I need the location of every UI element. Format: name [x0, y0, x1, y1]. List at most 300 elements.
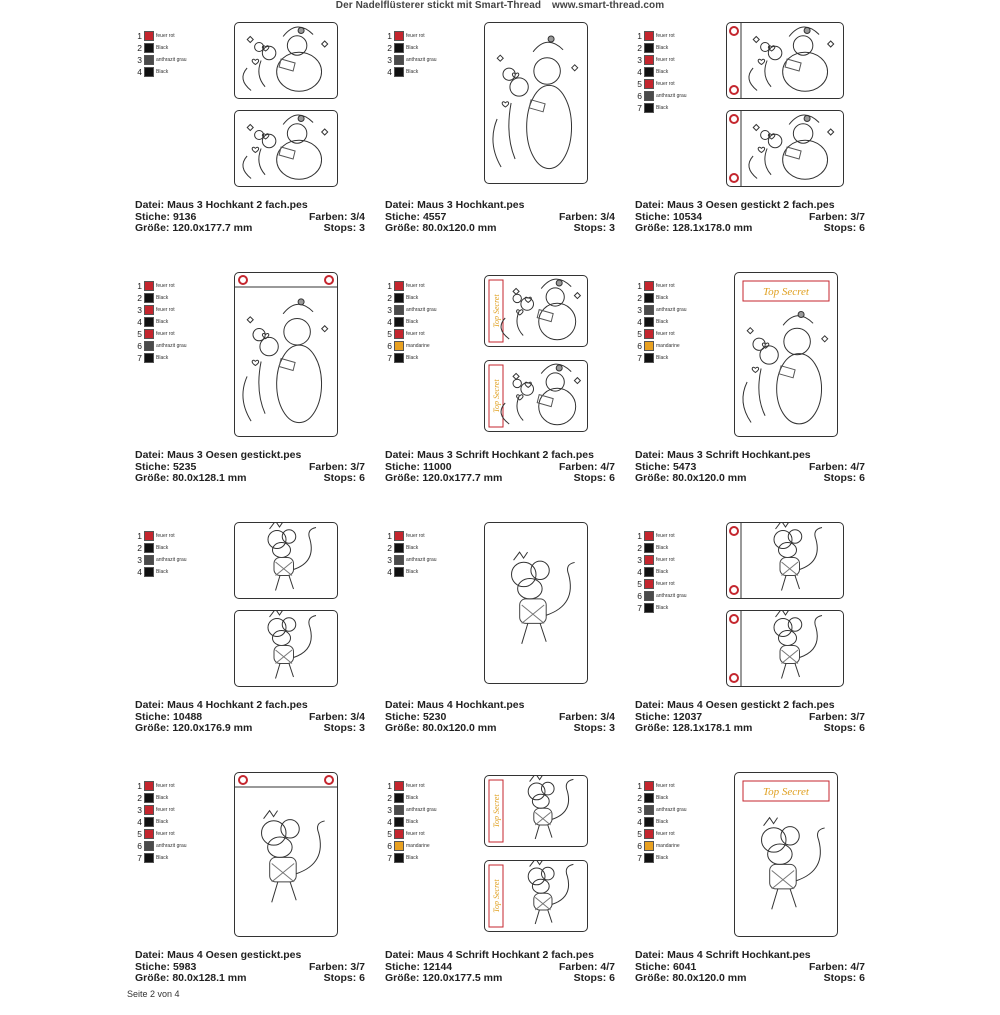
thread-number: 1 — [137, 31, 142, 41]
thread-row — [136, 30, 187, 42]
thread-palette — [136, 280, 187, 364]
size-line — [635, 473, 865, 485]
design-card — [630, 515, 880, 765]
thread-name: feuer rot — [656, 283, 675, 289]
thread-name: anthrazit grau — [406, 307, 437, 313]
thread-row — [636, 78, 687, 90]
thread-name: feuer rot — [156, 331, 175, 337]
top-secret-text: Top Secret — [492, 379, 501, 413]
thread-name: Black — [156, 355, 169, 361]
design-preview — [234, 272, 338, 437]
color-swatch — [394, 853, 404, 863]
size-line — [385, 973, 615, 985]
design-artwork — [727, 23, 843, 98]
size-value: 120.0x177.7 mm — [422, 472, 503, 484]
file-name: Maus 4 Oesen gestickt.pes — [167, 949, 302, 961]
thread-row — [636, 840, 687, 852]
color-swatch — [394, 329, 404, 339]
colors-value: 3/7 — [350, 960, 365, 973]
header-title: Der Nadelflüsterer stickt mit Smart-Thread — [335, 0, 542, 11]
thread-name: Black — [656, 295, 669, 301]
design-card — [130, 765, 380, 1015]
thread-number: 2 — [137, 793, 142, 803]
design-card — [630, 15, 880, 265]
thread-number: 4 — [137, 317, 142, 327]
thread-name: Black — [656, 45, 669, 51]
colors-label: Farben: — [808, 210, 848, 223]
size-label: Größe: — [385, 972, 420, 984]
thread-row — [386, 66, 437, 78]
stitches-label: Stiche: — [135, 710, 171, 723]
color-swatch — [144, 853, 154, 863]
colors-value: 3/7 — [350, 460, 365, 473]
top-secret-badge — [485, 776, 587, 846]
color-swatch — [144, 793, 154, 803]
thread-row — [636, 792, 687, 804]
thread-number: 1 — [387, 781, 392, 791]
thread-row — [386, 780, 437, 792]
design-artwork — [235, 773, 337, 936]
thread-name: anthrazit grau — [406, 57, 437, 63]
colors-value: 3/4 — [600, 210, 615, 223]
design-preview-1 — [726, 22, 844, 99]
size-label: Größe: — [385, 722, 420, 734]
thread-number: 2 — [387, 293, 392, 303]
color-swatch — [644, 317, 654, 327]
file-name: Maus 4 Schrift Hochkant.pes — [667, 949, 811, 961]
size-label: Größe: — [635, 972, 670, 984]
thread-number: 2 — [637, 793, 642, 803]
thread-name: Black — [406, 45, 419, 51]
file-label: Datei: — [135, 199, 165, 211]
size-value: 128.1x178.1 mm — [672, 722, 753, 734]
design-preview-2 — [234, 110, 338, 187]
thread-row — [636, 780, 687, 792]
thread-number: 5 — [637, 829, 642, 839]
size-line — [635, 973, 865, 985]
thread-number: 3 — [387, 805, 392, 815]
thread-name: Black — [406, 819, 419, 825]
thread-name: anthrazit grau — [156, 57, 187, 63]
color-swatch — [644, 341, 654, 351]
size-line — [385, 223, 615, 235]
thread-name: feuer rot — [656, 331, 675, 337]
design-card — [130, 265, 380, 515]
stitches-label: Stiche: — [135, 460, 171, 473]
color-swatch — [394, 805, 404, 815]
thread-number: 5 — [637, 329, 642, 339]
thread-number: 4 — [137, 567, 142, 577]
thread-number: 4 — [387, 67, 392, 77]
color-swatch — [394, 31, 404, 41]
stitches-label: Stiche: — [385, 710, 421, 723]
design-preview-2 — [484, 360, 588, 432]
thread-row — [636, 280, 687, 292]
thread-number: 7 — [637, 353, 642, 363]
colors-value: 4/7 — [850, 960, 865, 973]
thread-number: 3 — [387, 555, 392, 565]
thread-name: Black — [156, 819, 169, 825]
thread-row — [386, 792, 437, 804]
color-swatch — [394, 555, 404, 565]
color-swatch — [644, 31, 654, 41]
color-swatch — [144, 281, 154, 291]
stops-label: Stops: — [323, 222, 357, 234]
color-swatch — [144, 567, 154, 577]
thread-number: 1 — [137, 281, 142, 291]
thread-name: mandarine — [656, 343, 680, 349]
design-info — [635, 200, 865, 235]
thread-row — [636, 292, 687, 304]
color-swatch — [144, 817, 154, 827]
design-card — [130, 515, 380, 765]
color-swatch — [144, 31, 154, 41]
design-info — [135, 450, 365, 485]
color-swatch — [394, 531, 404, 541]
stops-label: Stops: — [823, 222, 857, 234]
thread-number: 1 — [637, 531, 642, 541]
thread-row — [636, 542, 687, 554]
thread-row — [136, 804, 187, 816]
thread-name: feuer rot — [656, 831, 675, 837]
stops-value: 6 — [859, 722, 865, 734]
thread-name: feuer rot — [406, 283, 425, 289]
thread-number: 3 — [637, 305, 642, 315]
thread-row — [636, 30, 687, 42]
thread-row — [386, 816, 437, 828]
design-preview-2 — [726, 110, 844, 187]
thread-palette — [636, 780, 687, 864]
thread-number: 7 — [637, 853, 642, 863]
thread-row — [636, 340, 687, 352]
thread-number: 4 — [637, 317, 642, 327]
thread-name: anthrazit grau — [656, 593, 687, 599]
color-swatch — [644, 817, 654, 827]
thread-number: 1 — [387, 31, 392, 41]
color-swatch — [644, 829, 654, 839]
thread-row — [136, 554, 187, 566]
thread-name: Black — [156, 795, 169, 801]
thread-number: 7 — [387, 853, 392, 863]
colors-label: Farben: — [808, 710, 848, 723]
thread-number: 3 — [637, 555, 642, 565]
thread-name: feuer rot — [656, 81, 675, 87]
color-swatch — [394, 543, 404, 553]
thread-row — [136, 828, 187, 840]
thread-number: 4 — [637, 67, 642, 77]
stops-value: 6 — [859, 222, 865, 234]
thread-row — [636, 590, 687, 602]
top-secret-badge — [485, 861, 587, 931]
stitches-label: Stiche: — [385, 960, 421, 973]
color-swatch — [644, 781, 654, 791]
design-info — [635, 700, 865, 735]
top-secret-badge — [485, 276, 587, 346]
size-value: 120.0x177.7 mm — [172, 222, 253, 234]
thread-number: 6 — [637, 341, 642, 351]
thread-name: feuer rot — [156, 783, 175, 789]
design-artwork — [235, 611, 337, 686]
stops-value: 6 — [859, 472, 865, 484]
thread-number: 6 — [387, 341, 392, 351]
thread-palette — [636, 280, 687, 364]
design-preview-2 — [234, 610, 338, 687]
color-swatch — [394, 817, 404, 827]
color-swatch — [394, 353, 404, 363]
thread-row — [636, 852, 687, 864]
stops-value: 3 — [609, 222, 615, 234]
thread-number: 2 — [137, 43, 142, 53]
color-swatch — [644, 543, 654, 553]
design-card — [630, 265, 880, 515]
thread-name: Black — [406, 545, 419, 551]
design-card — [380, 765, 630, 1015]
colors-label: Farben: — [308, 960, 348, 973]
size-value: 80.0x120.0 mm — [422, 222, 497, 234]
thread-name: Black — [406, 295, 419, 301]
color-swatch — [644, 353, 654, 363]
color-swatch — [394, 781, 404, 791]
file-name: Maus 3 Hochkant 2 fach.pes — [167, 199, 308, 211]
stops-label: Stops: — [823, 472, 857, 484]
thread-number: 5 — [387, 329, 392, 339]
color-swatch — [394, 841, 404, 851]
design-artwork — [235, 523, 337, 598]
color-swatch — [394, 55, 404, 65]
thread-number: 2 — [637, 43, 642, 53]
file-name: Maus 3 Schrift Hochkant 2 fach.pes — [417, 449, 594, 461]
colors-label: Farben: — [308, 210, 348, 223]
thread-name: Black — [656, 855, 669, 861]
thread-name: anthrazit grau — [156, 557, 187, 563]
color-swatch — [144, 305, 154, 315]
thread-number: 1 — [137, 781, 142, 791]
thread-name: feuer rot — [406, 783, 425, 789]
color-swatch — [644, 853, 654, 863]
stitches-value: 5230 — [422, 710, 447, 723]
thread-number: 5 — [137, 329, 142, 339]
thread-row — [636, 328, 687, 340]
size-label: Größe: — [635, 222, 670, 234]
stitches-value: 12144 — [422, 960, 453, 973]
thread-row — [636, 816, 687, 828]
thread-name: feuer rot — [406, 533, 425, 539]
thread-palette — [386, 780, 437, 864]
thread-row — [386, 542, 437, 554]
stitches-value: 4557 — [422, 210, 447, 223]
design-card — [380, 515, 630, 765]
stitches-label: Stiche: — [385, 460, 421, 473]
color-swatch — [644, 67, 654, 77]
colors-label: Farben: — [558, 460, 598, 473]
file-label: Datei: — [385, 949, 415, 961]
thread-number: 5 — [637, 579, 642, 589]
thread-number: 2 — [387, 43, 392, 53]
thread-name: anthrazit grau — [656, 807, 687, 813]
thread-number: 7 — [637, 103, 642, 113]
size-value: 120.0x176.9 mm — [172, 722, 253, 734]
stitches-value: 10488 — [172, 710, 203, 723]
stitches-label: Stiche: — [635, 960, 671, 973]
file-name: Maus 4 Hochkant 2 fach.pes — [167, 699, 308, 711]
thread-row — [386, 316, 437, 328]
thread-number: 5 — [637, 79, 642, 89]
stitches-label: Stiche: — [135, 210, 171, 223]
top-secret-text: Top Secret — [492, 294, 501, 328]
thread-row — [136, 840, 187, 852]
thread-row — [136, 280, 187, 292]
color-swatch — [144, 531, 154, 541]
thread-row — [136, 328, 187, 340]
thread-name: anthrazit grau — [156, 843, 187, 849]
thread-name: Black — [656, 545, 669, 551]
color-swatch — [144, 829, 154, 839]
file-name: Maus 4 Hochkant.pes — [417, 699, 525, 711]
file-label: Datei: — [635, 199, 665, 211]
color-swatch — [394, 341, 404, 351]
thread-row — [386, 30, 437, 42]
thread-row — [386, 340, 437, 352]
thread-name: feuer rot — [656, 557, 675, 563]
size-value: 80.0x120.0 mm — [672, 972, 747, 984]
thread-row — [136, 292, 187, 304]
color-swatch — [144, 805, 154, 815]
file-name: Maus 4 Schrift Hochkant 2 fach.pes — [417, 949, 594, 961]
stitches-value: 5983 — [172, 960, 197, 973]
thread-number: 4 — [387, 817, 392, 827]
color-swatch — [144, 543, 154, 553]
thread-name: feuer rot — [656, 533, 675, 539]
thread-row — [136, 530, 187, 542]
color-swatch — [394, 293, 404, 303]
thread-row — [136, 316, 187, 328]
file-label: Datei: — [135, 949, 165, 961]
thread-row — [636, 578, 687, 590]
size-label: Größe: — [385, 222, 420, 234]
thread-name: anthrazit grau — [156, 343, 187, 349]
stitches-value: 12037 — [672, 710, 703, 723]
design-info — [135, 950, 365, 985]
thread-row — [386, 566, 437, 578]
thread-number: 7 — [137, 853, 142, 863]
design-info — [635, 450, 865, 485]
colors-value: 3/4 — [600, 710, 615, 723]
color-swatch — [394, 829, 404, 839]
thread-number: 6 — [637, 841, 642, 851]
thread-number: 5 — [137, 829, 142, 839]
thread-number: 6 — [387, 841, 392, 851]
thread-name: anthrazit grau — [406, 557, 437, 563]
thread-number: 4 — [387, 567, 392, 577]
colors-label: Farben: — [558, 210, 598, 223]
thread-row — [636, 828, 687, 840]
thread-name: feuer rot — [656, 57, 675, 63]
file-name: Maus 3 Oesen gestickt 2 fach.pes — [667, 199, 835, 211]
color-swatch — [644, 329, 654, 339]
thread-row — [636, 316, 687, 328]
design-card — [630, 765, 880, 1015]
design-preview-1 — [234, 522, 338, 599]
thread-row — [136, 66, 187, 78]
size-label: Größe: — [635, 472, 670, 484]
size-line — [135, 723, 365, 735]
page-header — [0, 0, 1000, 14]
stops-label: Stops: — [573, 722, 607, 734]
thread-name: Black — [156, 69, 169, 75]
thread-row — [386, 54, 437, 66]
thread-row — [386, 804, 437, 816]
color-swatch — [644, 579, 654, 589]
design-card — [130, 15, 380, 265]
color-swatch — [644, 603, 654, 613]
size-line — [385, 473, 615, 485]
design-info — [135, 200, 365, 235]
design-card — [380, 265, 630, 515]
file-name: Maus 4 Oesen gestickt 2 fach.pes — [667, 699, 835, 711]
header-url[interactable]: www.smart-thread.com — [552, 0, 665, 11]
stops-value: 3 — [359, 722, 365, 734]
thread-name: feuer rot — [156, 307, 175, 313]
colors-value: 4/7 — [850, 460, 865, 473]
thread-number: 2 — [137, 293, 142, 303]
thread-number: 3 — [387, 55, 392, 65]
thread-row — [136, 816, 187, 828]
thread-name: Black — [406, 569, 419, 575]
stops-label: Stops: — [323, 472, 357, 484]
thread-palette — [636, 530, 687, 614]
file-label: Datei: — [385, 449, 415, 461]
color-swatch — [644, 531, 654, 541]
design-artwork — [235, 111, 337, 186]
size-value: 80.0x120.0 mm — [672, 472, 747, 484]
file-label: Datei: — [135, 699, 165, 711]
thread-row — [386, 840, 437, 852]
design-preview-1 — [726, 522, 844, 599]
colors-label: Farben: — [808, 960, 848, 973]
thread-number: 1 — [137, 531, 142, 541]
thread-row — [636, 804, 687, 816]
colors-label: Farben: — [808, 460, 848, 473]
colors-label: Farben: — [558, 710, 598, 723]
size-label: Größe: — [135, 722, 170, 734]
file-label: Datei: — [135, 449, 165, 461]
thread-number: 7 — [387, 353, 392, 363]
thread-row — [636, 102, 687, 114]
color-swatch — [644, 841, 654, 851]
stops-value: 6 — [359, 472, 365, 484]
thread-name: Black — [406, 855, 419, 861]
color-swatch — [144, 293, 154, 303]
color-swatch — [144, 43, 154, 53]
colors-label: Farben: — [308, 710, 348, 723]
stops-label: Stops: — [573, 972, 607, 984]
colors-value: 4/7 — [600, 460, 615, 473]
top-secret-text: Top Secret — [763, 786, 809, 798]
thread-row — [136, 542, 187, 554]
stitches-value: 5235 — [172, 460, 197, 473]
design-artwork — [235, 273, 337, 436]
thread-name: anthrazit grau — [406, 807, 437, 813]
thread-number: 1 — [637, 781, 642, 791]
design-preview-1 — [234, 22, 338, 99]
color-swatch — [144, 555, 154, 565]
size-line — [135, 973, 365, 985]
stitches-label: Stiche: — [135, 960, 171, 973]
thread-number: 2 — [387, 793, 392, 803]
stops-value: 3 — [609, 722, 615, 734]
thread-name: Black — [156, 855, 169, 861]
color-swatch — [644, 103, 654, 113]
